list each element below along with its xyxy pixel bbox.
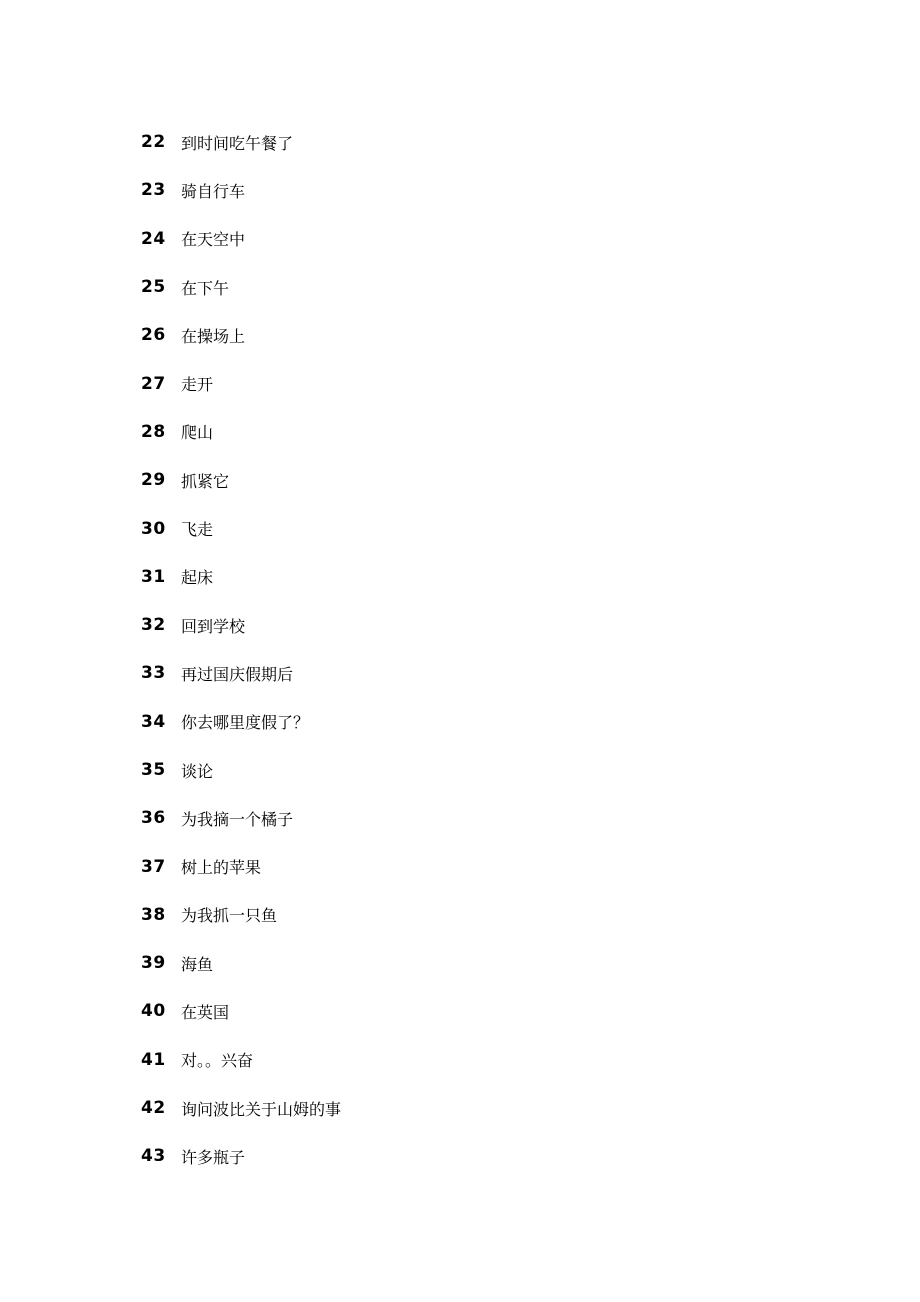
item-text: 为我抓一只鱼 <box>181 906 278 926</box>
item-text: 飞走 <box>181 520 214 540</box>
list-item <box>141 987 341 1035</box>
list-item <box>141 794 341 842</box>
item-text: 对。。兴奋 <box>181 1051 254 1071</box>
list-item <box>141 1084 341 1132</box>
item-text: 你去哪里度假了？ <box>181 713 310 733</box>
item-number: 42 <box>141 1098 166 1119</box>
phrase-list <box>141 118 341 1181</box>
list-item <box>141 456 341 504</box>
item-text: 回到学校 <box>181 616 246 636</box>
item-number: 31 <box>141 566 166 587</box>
list-item <box>141 649 341 697</box>
item-text: 在操场上 <box>181 326 246 346</box>
item-text: 再过国庆假期后 <box>181 664 294 684</box>
item-text: 到时间吃午餐了 <box>181 133 294 153</box>
item-number: 39 <box>141 953 166 974</box>
item-text: 在英国 <box>181 1002 230 1022</box>
list-item <box>141 842 341 890</box>
item-number: 23 <box>141 180 166 201</box>
item-number: 34 <box>141 711 166 732</box>
item-number: 40 <box>141 1001 166 1022</box>
item-number: 26 <box>141 325 166 346</box>
item-text: 骑自行车 <box>181 181 246 201</box>
item-text: 树上的苹果 <box>181 858 262 878</box>
list-item <box>141 601 341 649</box>
item-number: 41 <box>141 1049 166 1070</box>
list-item <box>141 263 341 311</box>
item-text: 抓紧它 <box>181 471 230 491</box>
item-number: 28 <box>141 421 166 442</box>
list-item <box>141 215 341 263</box>
item-text: 在下午 <box>181 278 230 298</box>
item-text: 爬山 <box>181 423 214 443</box>
item-number: 36 <box>141 808 166 829</box>
item-number: 37 <box>141 856 166 877</box>
item-number: 25 <box>141 277 166 298</box>
item-text: 谈论 <box>181 761 214 781</box>
list-item <box>141 118 341 166</box>
list-item <box>141 553 341 601</box>
item-text: 起床 <box>181 568 214 588</box>
list-item <box>141 311 341 359</box>
item-number: 27 <box>141 373 166 394</box>
item-text: 海鱼 <box>181 954 214 974</box>
list-item <box>141 359 341 407</box>
list-item <box>141 939 341 987</box>
list-item <box>141 1036 341 1084</box>
item-number: 43 <box>141 1146 166 1167</box>
item-text: 走开 <box>181 375 214 395</box>
item-number: 35 <box>141 760 166 780</box>
item-number: 24 <box>141 228 166 249</box>
item-number: 29 <box>141 470 166 491</box>
list-item <box>141 408 341 456</box>
item-number: 38 <box>141 904 166 925</box>
list-item <box>141 1132 341 1180</box>
list-item <box>141 504 341 552</box>
item-number: 30 <box>141 518 166 539</box>
item-text: 询问波比关于山姆的事 <box>181 1099 342 1119</box>
list-item <box>141 166 341 214</box>
item-text: 在天空中 <box>181 230 246 250</box>
item-number: 22 <box>141 132 166 153</box>
item-text: 许多瓶子 <box>181 1147 246 1167</box>
list-item <box>141 891 341 939</box>
item-number: 33 <box>141 663 166 684</box>
item-text: 为我摘一个橘子 <box>181 809 294 829</box>
item-number: 32 <box>141 615 166 636</box>
list-item <box>141 746 341 794</box>
list-item <box>141 698 341 746</box>
